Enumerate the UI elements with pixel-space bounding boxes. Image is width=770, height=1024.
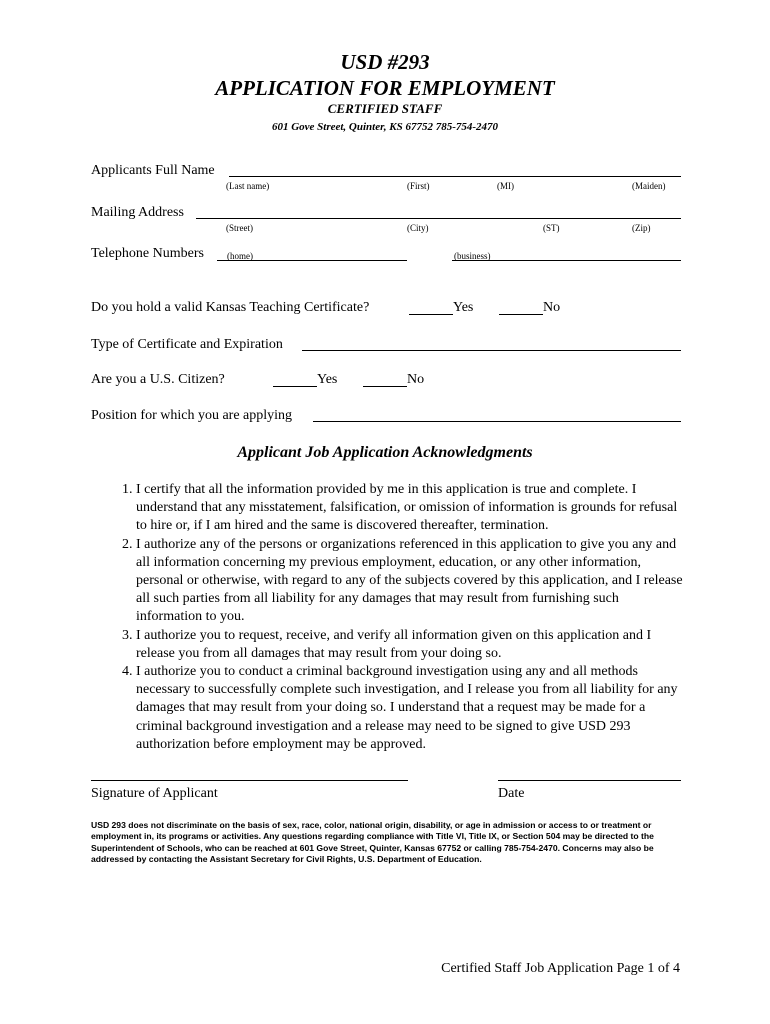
acknowledgment-item-4: 4. I authorize you to conduct a criminal background investigation using any and all methods necessary to successfully complete such investigation, and I release you from all liability for any damages that may result from your doing so. I understand that a request may be made for a criminal background investigation and a release may need to be signed to give USD 293 authorization before employment may be approved. [136,663,686,754]
district-title: USD #293 [340,50,430,74]
first-name-caption: (First) [407,181,430,191]
certificate-no-blank[interactable] [499,314,543,315]
position-input-line[interactable] [313,421,681,422]
citizen-question: Are you a U.S. Citizen? [91,372,225,387]
citizen-no-label: No [407,372,425,387]
acknowledgments-heading: Applicant Job Application Acknowledgments [237,444,533,461]
mailing-address-input-line[interactable] [196,218,681,219]
mailing-address-label: Mailing Address [91,205,184,220]
acknowledgment-item-3: 3. I authorize you to request, receive, and verify all information given on this application and I release you from all damages that may result from your doing so. [136,627,686,663]
form-subtitle: CERTIFIED STAFF [327,101,443,116]
certificate-yes-label: Yes [453,300,474,315]
certificate-yes-blank[interactable] [409,314,453,315]
date-label: Date [498,786,525,801]
date-input-line[interactable] [498,780,681,781]
telephone-label: Telephone Numbers [91,246,204,261]
street-caption: (Street) [226,223,253,233]
zip-caption: (Zip) [632,223,651,233]
maiden-name-caption: (Maiden) [632,181,666,191]
home-phone-caption: (home) [227,251,253,261]
acknowledgment-item-1: 1. I certify that all the information provided by me in this application is true and complete. I understand that any misstatement, falsification, or omission of information is grounds for refusal to hire or, if I am hired and the same is discovered thereafter, termination. [136,481,686,536]
certificate-no-label: No [543,300,561,315]
last-name-caption: (Last name) [226,181,270,191]
certificate-type-input-line[interactable] [302,350,681,351]
middle-initial-caption: (MI) [497,181,514,191]
business-phone-caption: (business) [454,251,491,261]
full-name-label: Applicants Full Name [91,163,215,178]
nondiscrimination-notice: USD 293 does not discriminate on the basis of sex, race, color, national origin, disability, or age in admission or access to or treatment or employment in, its programs or activities. Any questions regarding compliance with Title VI, Title IX, or Section 504 may be directed to the Superintendent of Schools, who can be reached at 601 Gove Street, Quinter, Kansas 67752 or calling 785-754-2470. Concerns may also be addressed by contacting the Assistant Secretary for Civil Rights, U.S. Department of Education. [91,820,654,864]
city-caption: (City) [407,223,429,233]
full-name-input-line[interactable] [229,176,681,177]
certificate-question: Do you hold a valid Kansas Teaching Certificate? [91,300,370,315]
citizen-no-blank[interactable] [363,386,407,387]
position-label: Position for which you are applying [91,408,293,423]
signature-label: Signature of Applicant [91,786,218,801]
state-caption: (ST) [543,223,560,233]
acknowledgment-item-2: 2. I authorize any of the persons or organizations referenced in this application to give you any and all information concerning my previous employment, education, or any other information, personal or otherwise, with regard to any of the subjects covered by this application, and I release all such parties from all liability for any damages that may result from furnishing such information to you. [136,536,686,627]
acknowledgments-list [90,481,686,754]
certificate-type-label: Type of Certificate and Expiration [91,337,283,352]
signature-input-line[interactable] [91,780,408,781]
page-footer: Certified Staff Job Application Page 1 of 4 [441,961,680,976]
page-title: APPLICATION FOR EMPLOYMENT [215,76,555,100]
citizen-yes-label: Yes [317,372,338,387]
citizen-yes-blank[interactable] [273,386,317,387]
district-address: 601 Gove Street, Quinter, KS 67752 785-754-2470 [271,121,499,133]
